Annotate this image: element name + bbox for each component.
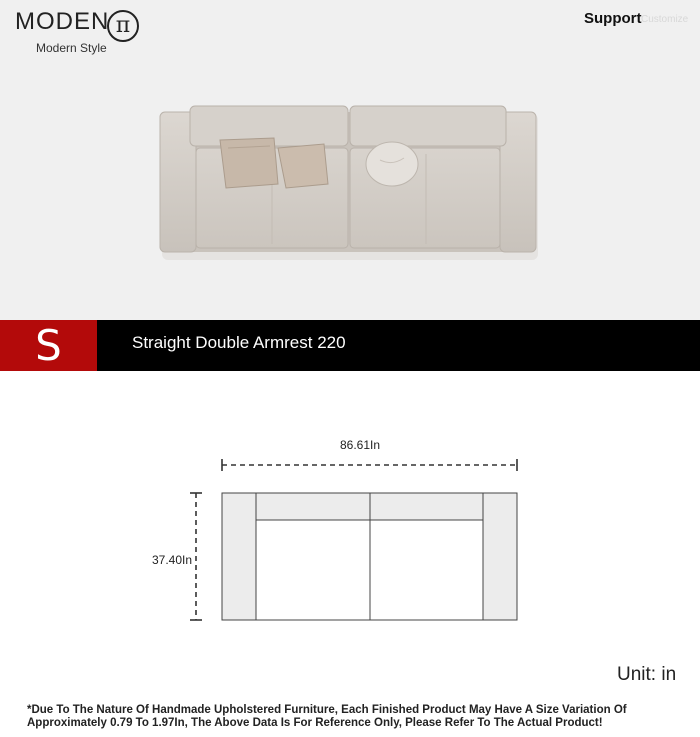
sofa-plan-outline: [222, 493, 517, 620]
back-cushion-left-plan: [256, 493, 370, 520]
seat-right-plan: [370, 520, 483, 620]
product-title: Straight Double Armrest 220: [132, 333, 346, 352]
support-link[interactable]: Support: [584, 10, 642, 27]
depth-label: 37.40In: [152, 553, 193, 567]
width-label: 86.61In: [340, 438, 381, 452]
brand-name: MODEN: [15, 8, 110, 35]
customize-link[interactable]: Customize: [641, 14, 689, 25]
size-disclaimer: *Due To The Nature Of Handmade Upholstered Furniture, Each Finished Product May Have A Size Variation Of Approximately 0.79 To 1.97In, The Above Data Is For Reference Only, Please Refer To The Actual Product!: [27, 704, 627, 729]
width-dimension-line: [222, 459, 517, 471]
back-cushion-right-plan: [370, 493, 483, 520]
right-armrest-plan: [483, 493, 517, 620]
left-armrest-plan: [222, 493, 256, 620]
unit-label: Unit: in: [617, 664, 677, 685]
size-badge: S: [0, 320, 97, 371]
seat-left-plan: [256, 520, 370, 620]
pi-logo-icon: π: [107, 10, 139, 42]
brand-tagline: Modern Style: [36, 41, 107, 55]
